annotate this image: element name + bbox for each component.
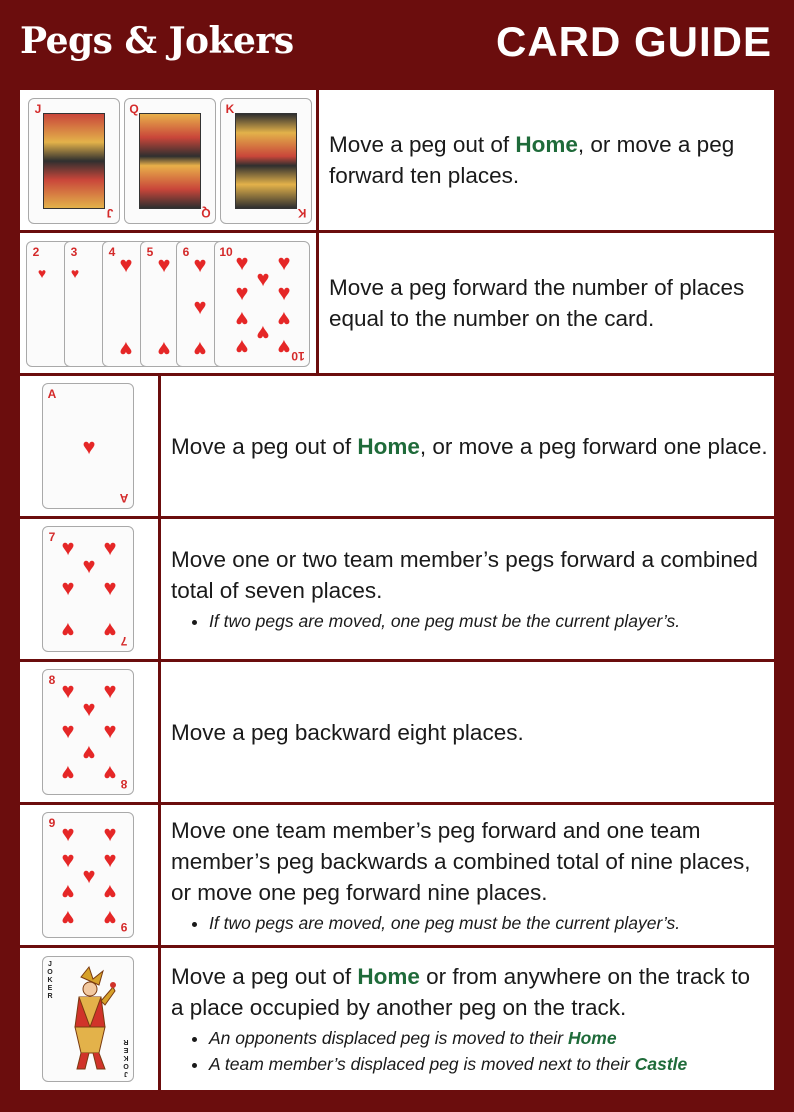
heart-icon: ♥ [256, 266, 270, 291]
heart-icon: ♥ [103, 718, 117, 743]
card-row-ace [20, 376, 774, 516]
heart-icon: ♥ [61, 618, 75, 643]
heart-icon: ♥ [235, 280, 249, 305]
card-index: A [47, 387, 57, 401]
rule-note: • An opponents displaced peg is moved to their Home [209, 1025, 768, 1051]
playing-card-jack [28, 98, 120, 224]
heart-icon: ♥ [103, 880, 117, 905]
card-index: Q [129, 102, 139, 116]
rule-text: Move a peg out of Home, or move a peg forward one place. [171, 433, 768, 459]
card-index: 6 [182, 245, 190, 259]
card-row-face [20, 90, 774, 230]
rule-notes [171, 910, 768, 936]
card-images [20, 519, 158, 659]
heart-icon: ♥ [82, 434, 96, 459]
playing-card-8 [42, 669, 134, 795]
king-face-art [235, 113, 297, 209]
heart-icon: ♥ [103, 847, 117, 872]
page-header [0, 0, 794, 88]
heart-icon: ♥ [103, 821, 117, 846]
card-row-nine [20, 805, 774, 945]
playing-card-7 [42, 526, 134, 652]
heart-icon: ♥ [277, 335, 291, 360]
joker-index: JOKER [123, 1038, 129, 1077]
card-index: 7 [48, 530, 56, 544]
rule-text-cell [161, 519, 774, 659]
card-index: 2 [32, 245, 40, 259]
heart-icon: ♥ [193, 294, 207, 319]
home-highlight: Home [357, 964, 420, 989]
heart-icon: ♥ [103, 535, 117, 560]
rule-text: Move a peg out of Home or from anywhere on the track to a place occupied by another peg on the track. [171, 964, 751, 1020]
heart-icon: ♥ [256, 321, 270, 346]
heart-icon: ♥ [82, 696, 96, 721]
card-images [20, 233, 316, 373]
heart-icon: ♥ [61, 880, 75, 905]
heart-icon: ♥ [61, 575, 75, 600]
card-row-eight [20, 662, 774, 802]
heart-icon: ♥ [193, 337, 207, 362]
card-index: 10 [291, 349, 305, 363]
card-index: J [106, 206, 114, 220]
card-index: 10 [219, 245, 233, 259]
card-index: J [34, 102, 42, 116]
card-index: 4 [108, 245, 116, 259]
heart-icon: ♥ [119, 252, 133, 277]
rule-text-cell [161, 948, 774, 1090]
card-row-seven [20, 519, 774, 659]
card-index: 9 [48, 816, 56, 830]
heart-icon: ♥ [82, 553, 96, 578]
card-images [20, 376, 158, 516]
heart-icon: ♥ [61, 761, 75, 786]
jester-icon [59, 965, 119, 1075]
rule-notes [171, 608, 768, 634]
heart-icon: ♥ [235, 335, 249, 360]
rule-text: Move a peg out of Home, or move a peg forward ten places. [329, 132, 735, 188]
rule-text: Move a peg forward the number of places equal to the number on the card. [329, 275, 745, 331]
brand-title: Pegs & Jokers [20, 20, 294, 62]
card-index: K [225, 102, 235, 116]
heart-icon: ♥ [277, 307, 291, 332]
home-highlight: Home [515, 132, 578, 157]
rule-text-cell [161, 376, 774, 516]
card-images [20, 805, 158, 945]
rule-note: • If two pegs are moved, one peg must be the current player’s. [209, 910, 768, 936]
heart-icon: ♥ [277, 250, 291, 275]
heart-icon: ♥ [157, 337, 171, 362]
heart-icon: ♥ [103, 678, 117, 703]
heart-icon: ♥ [103, 575, 117, 600]
joker-index: JOKER [47, 961, 53, 1000]
rule-text: Move a peg backward eight places. [171, 719, 524, 745]
rule-note: • A team member’s displaced peg is moved next to their Castle [209, 1051, 768, 1077]
card-images [20, 662, 158, 802]
heart-icon: ♥ [193, 252, 207, 277]
castle-highlight: Castle [634, 1054, 688, 1074]
heart-icon: ♥ [235, 307, 249, 332]
rule-text-cell [161, 805, 774, 945]
heart-icon: ♥ [61, 821, 75, 846]
rule-text: Move one or two team member’s pegs forward a combined total of seven places. [171, 547, 758, 603]
jack-face-art [43, 113, 105, 209]
heart-icon: ♥ [119, 337, 133, 362]
heart-icon: ♥ [157, 252, 171, 277]
heart-icon: ♥ [61, 847, 75, 872]
card-index: 3 [70, 245, 78, 259]
rule-text-cell [161, 662, 774, 802]
playing-card-10 [214, 241, 310, 367]
heart-icon: ♥ [70, 265, 80, 281]
card-index: Q [201, 206, 211, 220]
heart-icon: ♥ [82, 863, 96, 888]
card-index: 8 [48, 673, 56, 687]
heart-icon: ♥ [103, 618, 117, 643]
card-index: 9 [120, 920, 128, 934]
card-index: 5 [146, 245, 154, 259]
heart-icon: ♥ [235, 250, 249, 275]
heart-icon: ♥ [61, 718, 75, 743]
playing-card-joker [42, 956, 134, 1082]
playing-card-ace [42, 383, 134, 509]
card-index: 8 [120, 777, 128, 791]
home-highlight: Home [567, 1028, 617, 1048]
playing-card-9 [42, 812, 134, 938]
rule-notes [171, 1025, 768, 1077]
heart-icon: ♥ [277, 280, 291, 305]
card-images [20, 948, 158, 1090]
heart-icon: ♥ [103, 906, 117, 931]
card-index: A [119, 491, 129, 505]
heart-icon: ♥ [61, 535, 75, 560]
queen-face-art [139, 113, 201, 209]
card-index: 7 [120, 634, 128, 648]
card-row-numbers [20, 233, 774, 373]
card-index: K [297, 206, 307, 220]
rule-text-cell [319, 90, 774, 230]
rule-text-cell [319, 233, 774, 373]
heart-icon: ♥ [103, 761, 117, 786]
heart-icon: ♥ [82, 741, 96, 766]
heart-icon: ♥ [37, 265, 47, 281]
card-row-joker [20, 948, 774, 1090]
guide-title: CARD GUIDE [495, 18, 772, 65]
playing-card-king [220, 98, 312, 224]
rule-text: Move one team member’s peg forward and one team member’s peg backwards a combined total of nine places, or move one peg forward nine places. [171, 817, 751, 905]
home-highlight: Home [357, 433, 420, 459]
playing-card-queen [124, 98, 216, 224]
card-images [20, 90, 316, 230]
heart-icon: ♥ [61, 678, 75, 703]
rule-note: • If two pegs are moved, one peg must be the current player’s. [209, 608, 768, 634]
heart-icon: ♥ [61, 906, 75, 931]
